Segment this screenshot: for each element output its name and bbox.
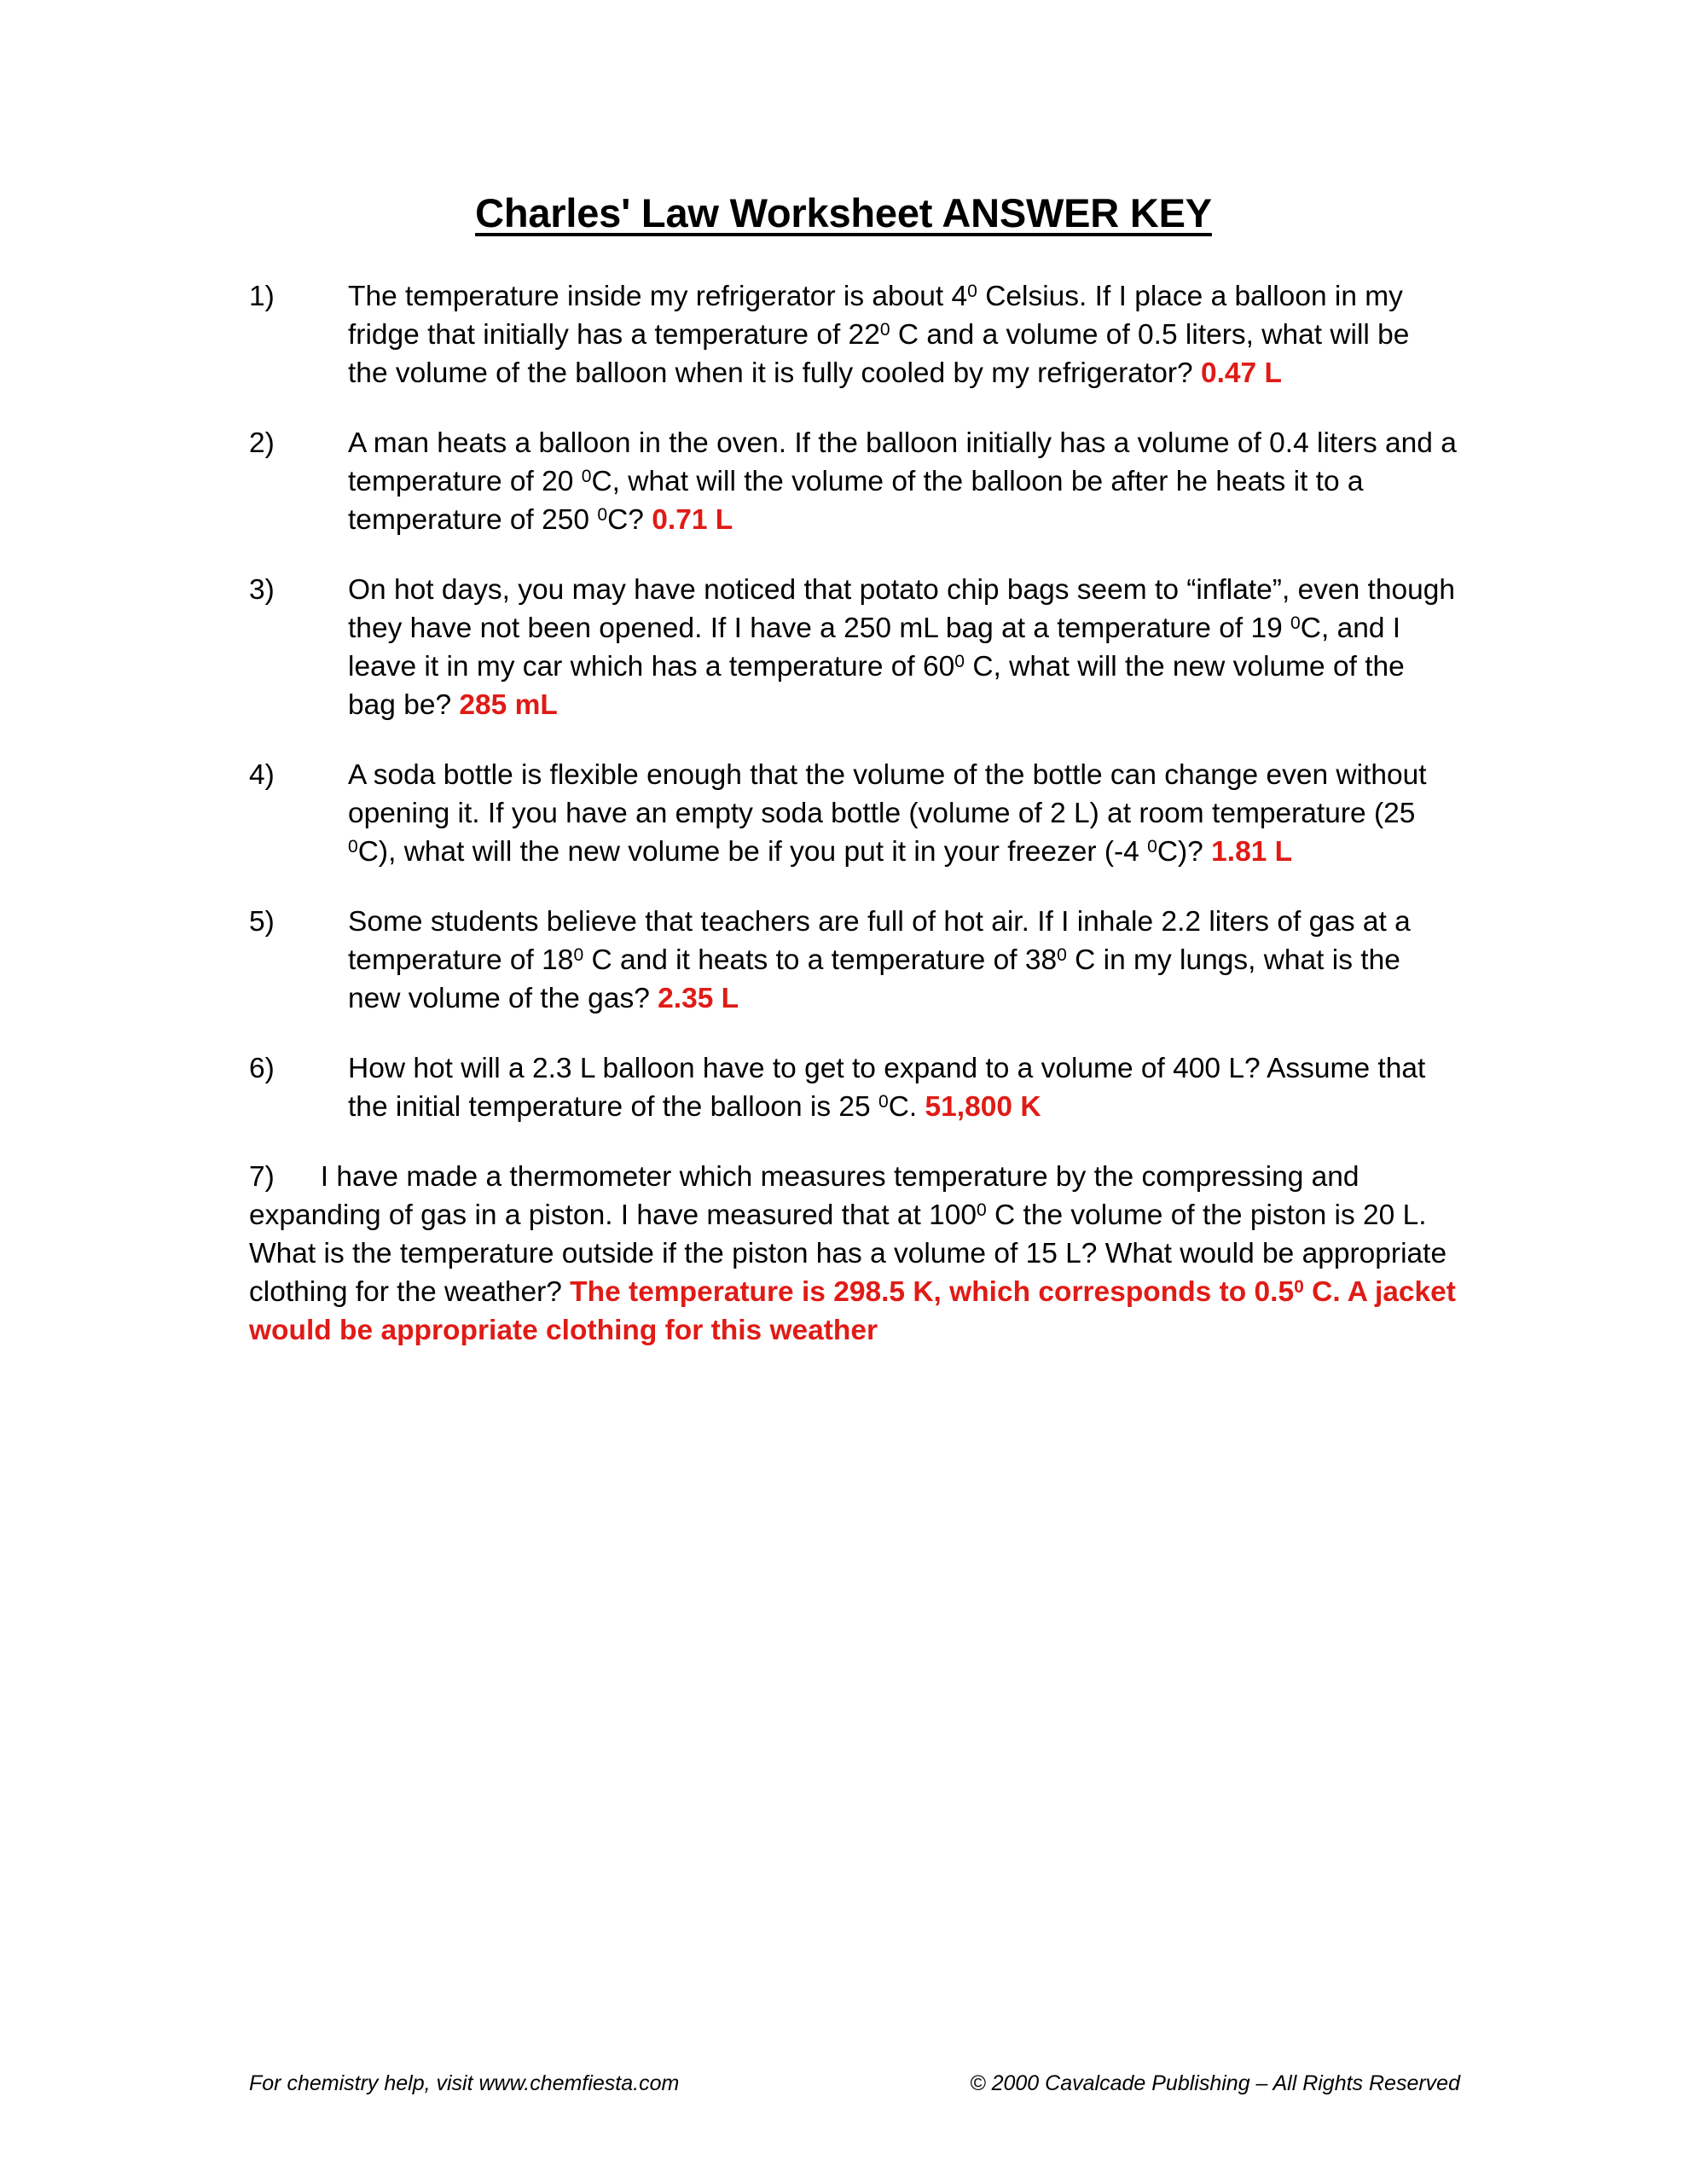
degree-symbol-7a: 0 [976, 1199, 987, 1220]
question-text-2b: C, what will the volume of the balloon be after he heats it to a temperature of 250 [348, 466, 1364, 536]
question-item-7 [249, 1158, 1460, 1350]
degree-symbol-7-answer: 0 [1294, 1276, 1304, 1297]
answer-7b: C. A jacket would be appropriate clothing for this weather [249, 1276, 1456, 1346]
question-text-6a: How hot will a 2.3 L balloon have to get to expand to a volume of 400 L? Assume that the initial temperature of the balloon is 25 [348, 1053, 1426, 1123]
question-body-1 [348, 277, 1457, 392]
answer-1: 0.47 L [1200, 357, 1282, 389]
question-text-2a: A man heats a balloon in the oven. If the balloon initially has a volume of 0.4 liters and a temperature of 20 [348, 427, 1457, 497]
question-list [249, 277, 1460, 1350]
answer-6: 51,800 K [925, 1091, 1041, 1123]
degree-symbol-4a: 0 [348, 836, 358, 857]
degree-symbol-4b: 0 [1147, 836, 1157, 857]
question-text-6b: C. [888, 1091, 925, 1123]
question-number-6: 6) [249, 1053, 275, 1084]
question-item-1 [249, 277, 1460, 392]
question-text-4b: C), what will the new volume be if you put it in your freezer (-4 [357, 836, 1148, 868]
degree-symbol-3b: 0 [954, 651, 965, 671]
question-text-4c: C)? [1157, 836, 1212, 868]
degree-symbol-3a: 0 [1290, 613, 1301, 633]
question-text-3c: C, what will the new volume of the bag be? [348, 651, 1405, 721]
question-text-5c: C in my lungs, what is the new volume of the gas? [348, 944, 1400, 1014]
question-text-4a: A soda bottle is flexible enough that the volume of the bottle can change even without opening it. If you have an empty soda bottle (volume of 2 L) at room temperature (25 [348, 759, 1427, 829]
question-body-5 [348, 903, 1457, 1018]
page-title-container [0, 189, 1687, 236]
question-item-2 [249, 424, 1460, 539]
answer-3: 285 mL [459, 689, 558, 721]
question-body-4 [348, 756, 1457, 871]
question-item-4 [249, 756, 1460, 871]
question-text-1a: The temperature inside my refrigerator is about 4 [348, 281, 968, 312]
question-text-5a: Some students believe that teachers are full of hot air. If I inhale 2.2 liters of gas at a temperature of 18 [348, 906, 1411, 976]
degree-symbol-2a: 0 [581, 466, 592, 486]
question-number-7: 7) [249, 1161, 275, 1193]
question-text-1b: Celsius. If I place a balloon in my fridge that initially has a temperature of 22 [348, 281, 1403, 351]
page-title: Charles' Law Worksheet ANSWER KEY [475, 190, 1212, 235]
question-text-3b: C, and I leave it in my car which has a temperature of 60 [348, 613, 1401, 682]
footer-copyright: © 2000 Cavalcade Publishing – All Rights Reserved [970, 2071, 1460, 2095]
footer-help-text: For chemistry help, visit www.chemfiesta.com [249, 2071, 680, 2095]
question-text-3a: On hot days, you may have noticed that potato chip bags seem to “inflate”, even though they have not been opened. If I have a 250 mL bag at a temperature of 19 [348, 574, 1455, 644]
question-text-7a: I have made a thermometer which measures temperature by the compressing and expanding of gas in a piston. I have measured that at 100 [249, 1161, 1359, 1231]
degree-symbol-5a: 0 [573, 944, 584, 965]
question-item-5 [249, 903, 1460, 1018]
question-number-3: 3) [249, 574, 275, 606]
question-number-4: 4) [249, 759, 275, 791]
question-number-2: 2) [249, 427, 275, 459]
degree-symbol-6a: 0 [878, 1091, 889, 1112]
question-item-3 [249, 571, 1460, 724]
question-number-5: 5) [249, 906, 275, 938]
degree-symbol-5b: 0 [1057, 944, 1067, 965]
question-body-6 [348, 1049, 1457, 1126]
answer-5: 2.35 L [658, 983, 739, 1014]
question-text-2c: C? [607, 504, 652, 536]
question-body-3 [348, 571, 1457, 724]
question-item-6 [249, 1049, 1460, 1126]
question-text-1c: C and a volume of 0.5 liters, what will be the volume of the balloon when it is fully cooled by my refrigerator? [348, 319, 1410, 389]
answer-4: 1.81 L [1211, 836, 1293, 868]
question-number-1: 1) [249, 281, 275, 312]
question-text-7b: C the volume of the piston is 20 L. What is the temperature outside if the piston has a volume of 15 L? What would be appropriate clothing for the weather? [249, 1199, 1447, 1308]
degree-symbol-1b: 0 [879, 319, 890, 340]
answer-7a: The temperature is 298.5 K, which corresponds to 0.5 [570, 1276, 1295, 1308]
question-text-5b: C and it heats to a temperature of 38 [583, 944, 1058, 976]
page-footer [249, 2071, 1460, 2106]
question-body-2 [348, 424, 1457, 539]
degree-symbol-1a: 0 [967, 281, 977, 301]
degree-symbol-2b: 0 [597, 504, 608, 525]
answer-2: 0.71 L [652, 504, 733, 536]
